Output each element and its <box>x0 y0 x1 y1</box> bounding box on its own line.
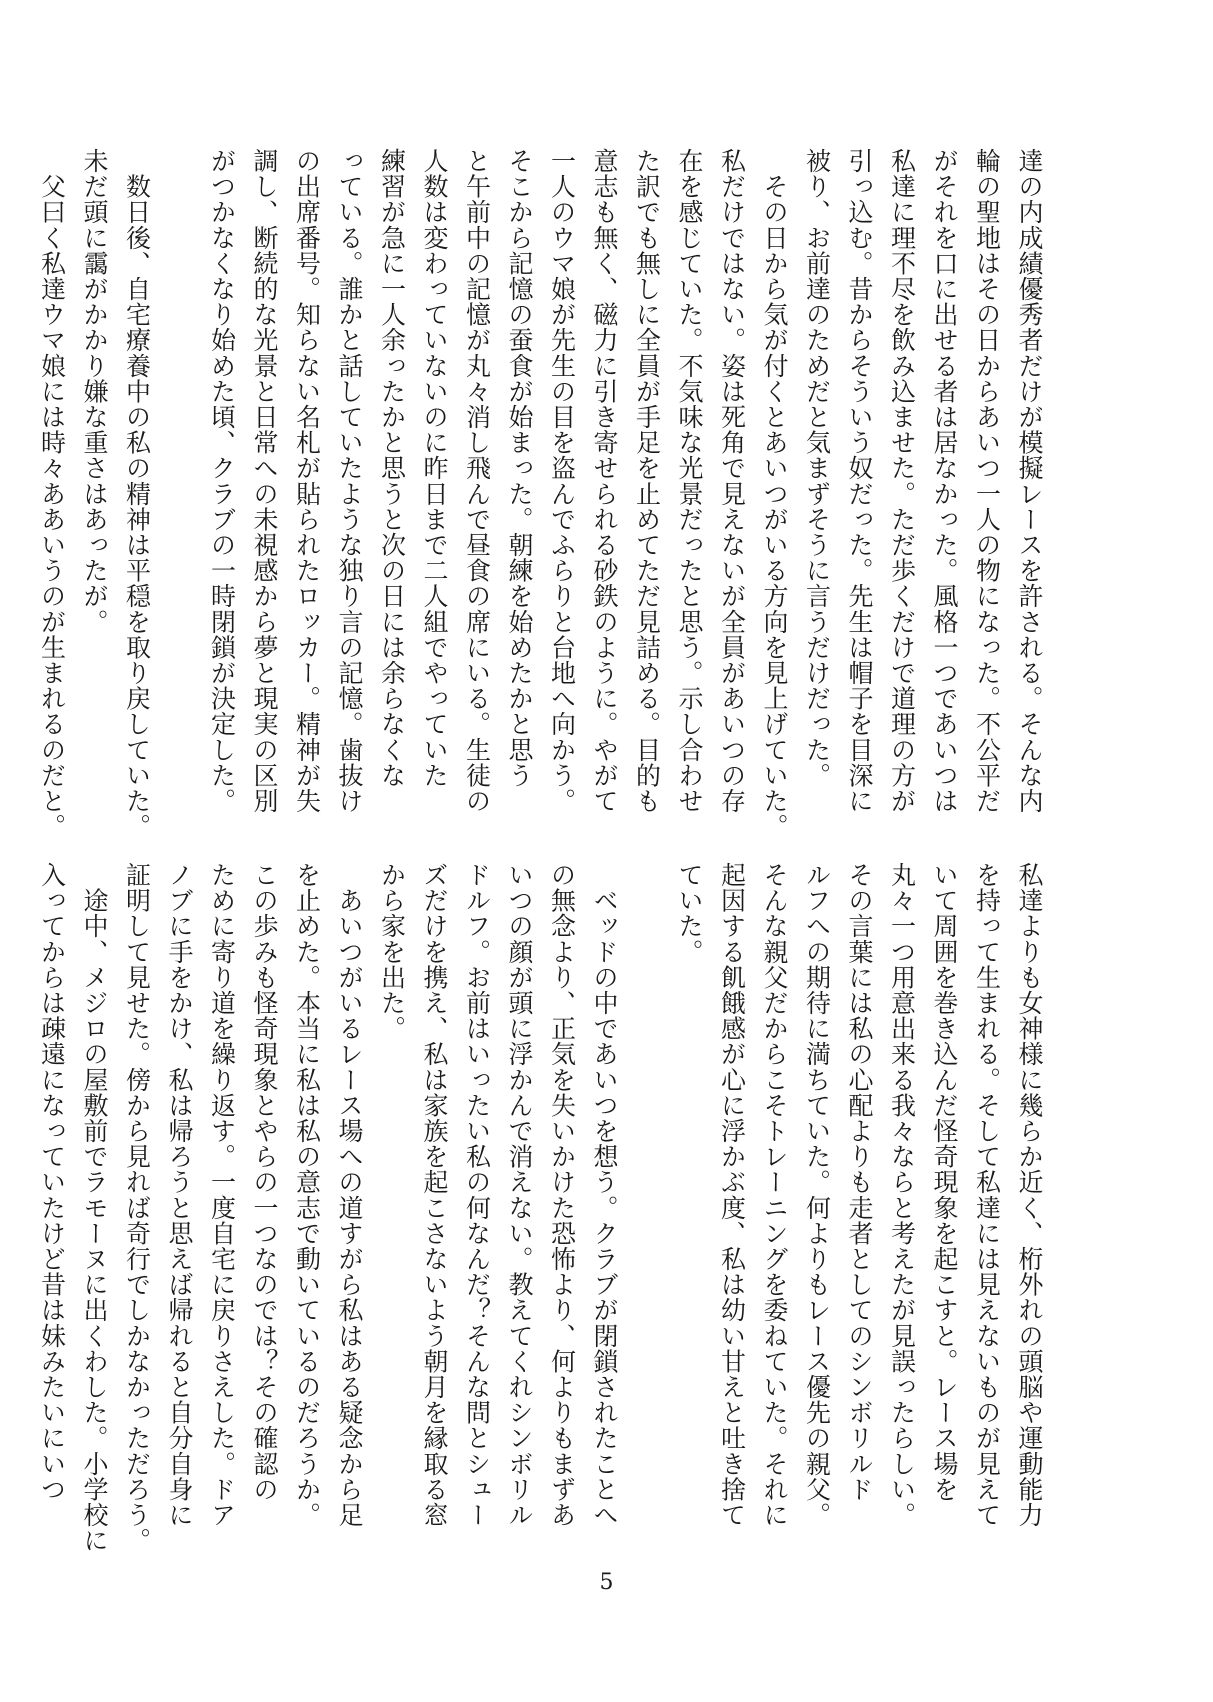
text-column: 入ってからは疎遠になっていたけど昔は妹みたいにいつ <box>37 862 67 1502</box>
text-column: 証明して見せた。傍から見れば奇行でしかなかっただろう。 <box>122 862 152 1554</box>
text-column: 起因する飢餓感が心に浮かぶ度、私は幼い甘えと吐き捨て <box>717 862 747 1528</box>
text-column: そんな親父だからこそトレーニングを委ねていた。それに <box>760 862 789 1528</box>
text-column: 未だ頭に靄がかかり嫌な重さはあったが。 <box>80 148 109 635</box>
text-column: がつかなくなり始めた頃、クラブの一時閉鎖が決定した。 <box>207 148 237 814</box>
text-column: 引っ込む。昔からそういう奴だった。先生は帽子を目深に <box>845 148 874 814</box>
text-column: ために寄り道を繰り返す。一度自宅に戻りさえした。ドア <box>207 862 237 1528</box>
text-column: の無念より、正気を失いかけた恐怖より、何よりもまずあ <box>547 862 577 1528</box>
text-column: ベッドの中であいつを想う。クラブが閉鎖されたことへ <box>590 862 619 1528</box>
text-column: ルフへの期待に満ちていた。何よりもレース優先の親父。 <box>802 862 832 1528</box>
text-column: あいつがいるレース場への道すがら私はある疑念から足 <box>335 862 364 1528</box>
text-column: 人数は変わっていないのに昨日まで二人組でやっていた <box>420 148 449 788</box>
text-block-lower <box>37 862 1050 1562</box>
text-column: を止めた。本当に私は私の意志で動いているのだろうか。 <box>292 862 322 1528</box>
text-block-upper <box>37 148 1050 848</box>
text-column: を持って生まれる。そして私達には見えないものが見えて <box>972 862 1002 1528</box>
text-column: 達の内成績優秀者だけが模擬レースを許される。そんな内 <box>1015 148 1044 814</box>
page-number: 5 <box>599 1570 614 1595</box>
text-column: 私達に理不尽を飲み込ませた。ただ歩くだけで道理の方が <box>887 148 917 814</box>
text-column: 調し、断続的な光景と日常への未視感から夢と現実の区別 <box>250 148 279 814</box>
text-column: ズだけを携え、私は家族を起こさないよう朝月を縁取る窓 <box>420 862 449 1528</box>
text-column: その言葉には私の心配よりも走者としてのシンボリルド <box>845 862 874 1502</box>
text-column: ドルフ。お前はいったい私の何なんだ？そんな問とシュー <box>462 862 492 1528</box>
text-column: そこから記憶の蚕食が始まった。朝練を始めたかと思う <box>505 148 534 788</box>
text-column: 私だけではない。姿は死角で見えないが全員があいつの存 <box>717 148 747 814</box>
text-column: 私達よりも女神様に幾らか近く、桁外れの頭脳や運動能力 <box>1015 862 1044 1528</box>
text-column: 一人のウマ娘が先生の目を盗んでふらりと台地へ向かう。 <box>547 148 577 814</box>
text-column: から家を出た。 <box>377 862 407 1042</box>
text-column: 父曰く私達ウマ娘には時々ああいうのが生まれるのだと。 <box>37 148 67 840</box>
text-column: 在を感じていた。不気味な光景だったと思う。示し合わせ <box>675 148 704 814</box>
text-column: 意志も無く、磁力に引き寄せられる砂鉄のように。やがて <box>590 148 619 814</box>
text-column: 数日後、自宅療養中の私の精神は平穏を取り戻していた。 <box>122 148 152 840</box>
text-column: この歩みも怪奇現象とやらの一つなのでは？その確認の <box>250 862 279 1502</box>
text-column: いつの顔が頭に浮かんで消えない。教えてくれシンボリル <box>505 862 534 1528</box>
text-column: っている。誰かと話していたような独り言の記憶。歯抜け <box>335 148 364 814</box>
text-column: ノブに手をかけ、私は帰ろうと思えば帰れると自分自身に <box>165 862 194 1528</box>
text-column: 丸々一つ用意出来る我々ならと考えたが見誤ったらしい。 <box>887 862 917 1528</box>
text-column: と午前中の記憶が丸々消し飛んで昼食の席にいる。生徒の <box>462 148 492 814</box>
text-column: その日から気が付くとあいつがいる方向を見上げていた。 <box>760 148 789 840</box>
text-column: いて周囲を巻き込んだ怪奇現象を起こすと。レース場を <box>930 862 959 1502</box>
text-column: がそれを口に出せる者は居なかった。風格一つであいつは <box>930 148 959 814</box>
text-column: の出席番号。知らない名札が貼られたロッカー。精神が失 <box>292 148 322 814</box>
text-column: ていた。 <box>675 862 704 965</box>
text-column: 輪の聖地はその日からあいつ一人の物になった。不公平だ <box>972 148 1002 814</box>
text-column <box>158 148 201 848</box>
text-column: 被り、お前達のためだと気まずそうに言うだけだった。 <box>802 148 832 788</box>
text-column: 練習が急に一人余ったかと思うと次の日には余らなくな <box>377 148 407 788</box>
text-column: た訳でも無しに全員が手足を止めてただ見詰める。目的も <box>632 148 662 814</box>
text-column <box>625 862 668 1562</box>
text-column: 途中、メジロの屋敷前でラモーヌに出くわした。小学校に <box>80 862 109 1554</box>
